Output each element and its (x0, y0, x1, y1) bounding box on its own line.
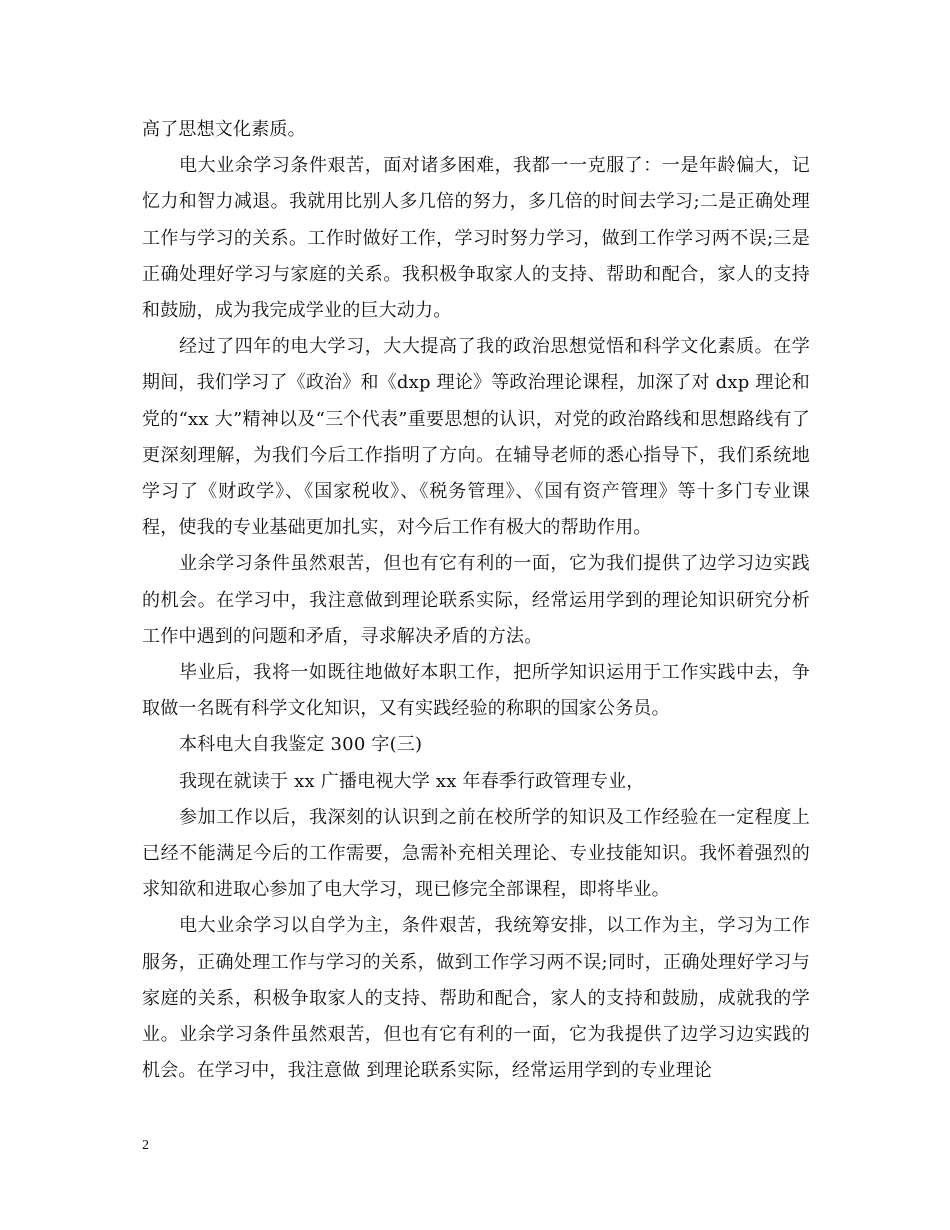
page-number: 2 (142, 1138, 149, 1153)
paragraph-2: 电大业余学习条件艰苦，面对诸多困难，我都一一克服了：一是年龄偏大，记忆力和智力减退。我就用比别人多几倍的努力，多几倍的时间去学习;二是正确处理工作与学习的关系。工作时做好工作，学习时努力学习，做到工作学习两不误;三是正确处理好学习与家庭的关系。我积极争取家人的支持、帮助和配合，家人的支持和鼓励，成为我完成学业的巨大动力。 (142, 155, 810, 322)
paragraph-9: 电大业余学习以自学为主，条件艰苦，我统筹安排，以工作为主，学习为工作服务，正确处理工作与学习的关系，做到工作学习两不误;同时，正确处理好学习与家庭的关系，积极争取家人的支持、帮助和配合，家人的支持和鼓励，成就我的学业。业余学习条件虽然艰苦，但也有它有利的一面，它为我提供了边学习边实践的机会。在学习中，我注意做 到理论联系实际，经常运用学到的专业理论 (142, 915, 810, 1082)
paragraph-5: 毕业后，我将一如既往地做好本职工作，把所学知识运用于工作实践中去，争取做一名既有科学文化知识，又有实践经验的称职的国家公务员。 (142, 662, 810, 720)
paragraph-1: 高了思想文化素质。 (142, 119, 306, 140)
section-heading: 本科电大自我鉴定 300 字(三) (179, 734, 423, 756)
paragraph-8: 参加工作以后，我深刻的认识到之前在校所学的知识及工作经验在一定程度上已经不能满足今后的工作需要，急需补充相关理论、专业技能知识。我怀着强烈的求知欲和进取心参加了电大学习，现已修完全部课程，即将毕业。 (142, 806, 810, 901)
paragraph-3: 经过了四年的电大学习，大大提高了我的政治思想觉悟和科学文化素质。在学期间，我们学习了《政治》和《dxp 理论》等政治理论课程，加深了对 dxp 理论和党的“xx 大”精神以及“三个代表”重要思想的认识，对党的政治路线和思想路线有了更深刻理解，为我们今后工作指明了方向。在辅导老师的悉心指导下，我们系统地学习了《财政学》、《国家税收》、《税务管理》、《国有资产管理》等十多门专业课程，使我的专业基础更加扎实，对今后工作有极大的帮助作用。 (142, 336, 810, 539)
paragraph-7: 我现在就读于 xx 广播电视大学 xx 年春季行政管理专业， (179, 770, 645, 792)
document-body (142, 112, 810, 1089)
paragraph-4: 业余学习条件虽然艰苦，但也有它有利的一面，它为我们提供了边学习边实践的机会。在学习中，我注意做到理论联系实际，经常运用学到的理论知识研究分析工作中遇到的问题和矛盾，寻求解决矛盾的方法。 (142, 553, 810, 647)
